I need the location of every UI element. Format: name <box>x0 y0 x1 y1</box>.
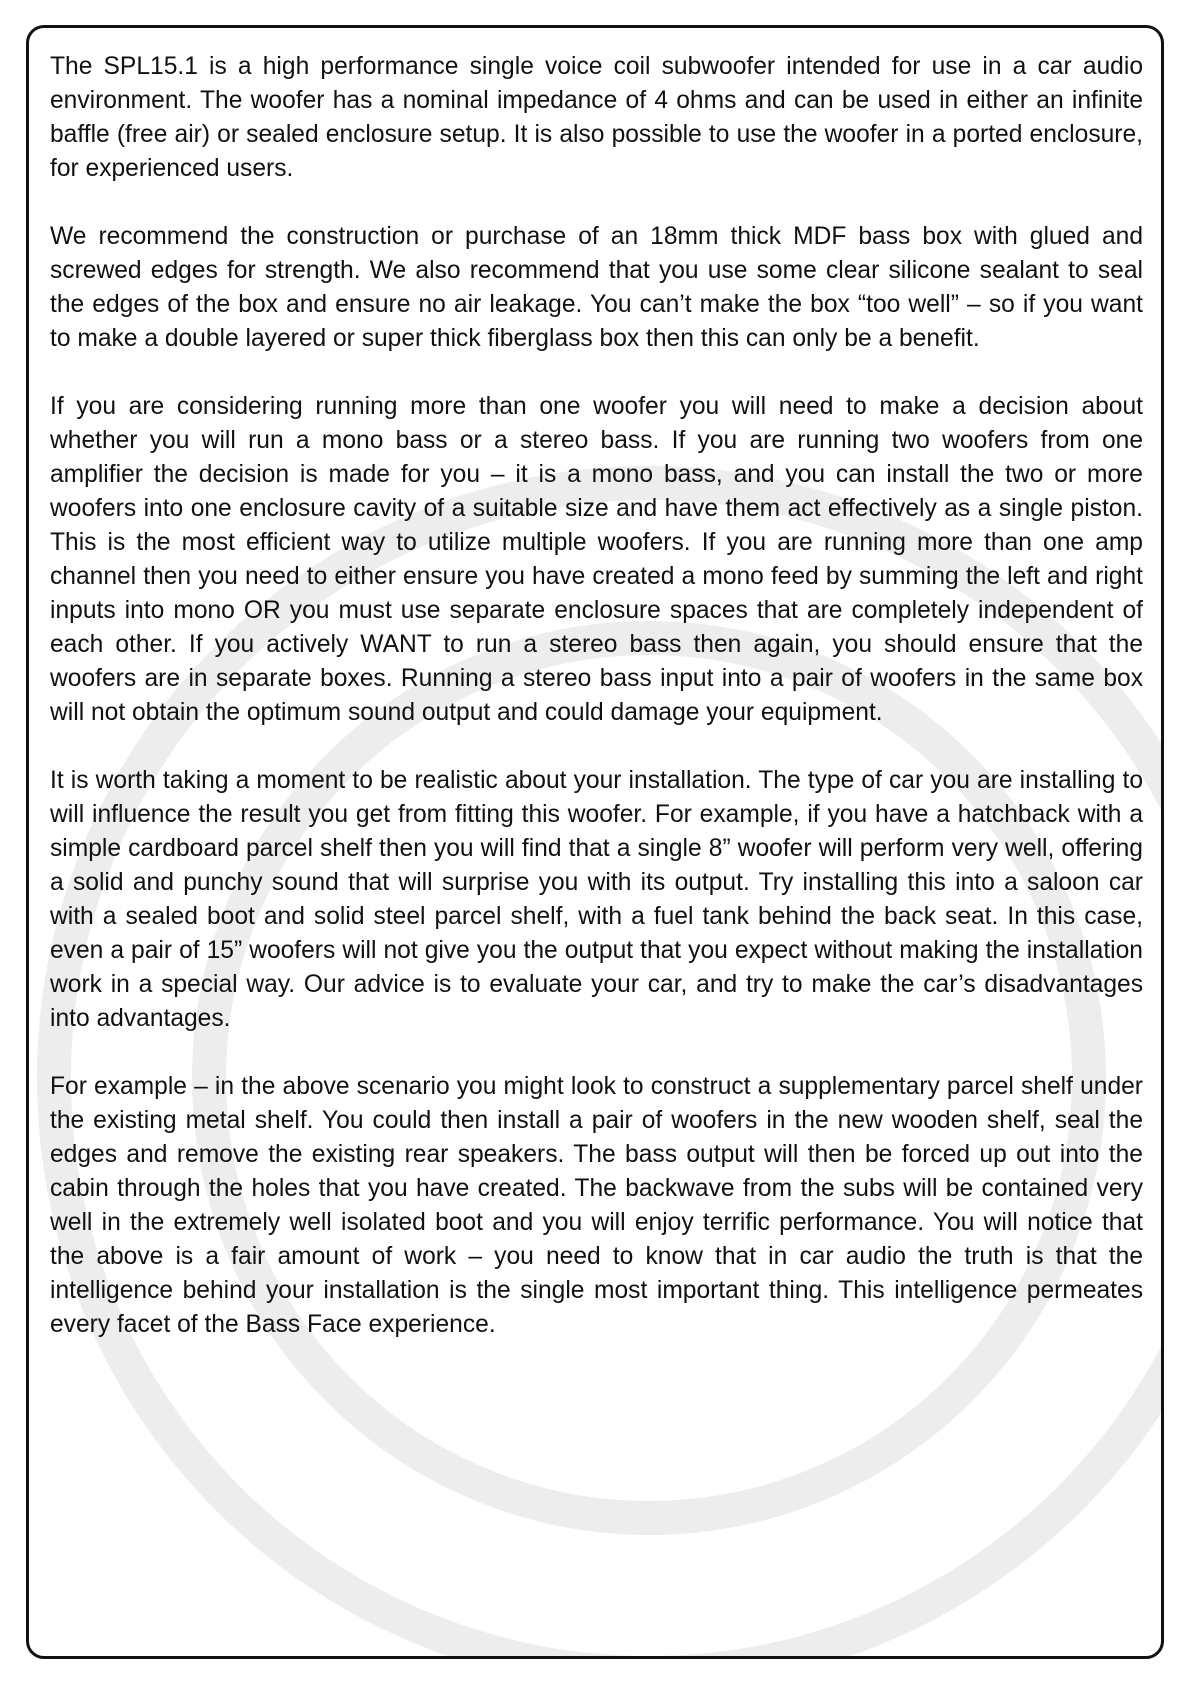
paragraph-example: For example – in the above scenario you might look to construct a supplementary parcel shelf under the existing metal shelf. You could then install a pair of woofers in the new wooden shelf, seal the edges and remove the existing rear speakers. The bass output will then be forced up out into the cabin through the holes that you have created. The backwave from the subs will be contained very well in the extremely well isolated boot and you will enjoy terrific performance. You will notice that the above is a fair amount of work – you need to know that in car audio the truth is that the intelligence behind your installation is the single most important thing. This intelligence permeates every facet of the Bass Face experience. <box>50 1073 1143 1338</box>
paragraph-intro: The SPL15.1 is a high performance single voice coil subwoofer intended for use in a car audio environment. The woofer has a nominal impedance of 4 ohms and can be used in either an infinite baffle (free air) or sealed enclosure setup. It is also possible to use the woofer in a ported enclosure, for experienced users. <box>50 53 1143 182</box>
page-frame <box>26 25 1164 1659</box>
body-text <box>50 50 1143 1376</box>
paragraph-enclosure: We recommend the construction or purchase of an 18mm thick MDF bass box with glued and screwed edges for strength. We also recommend that you use some clear silicone sealant to seal the edges of the box and ensure no air leakage. You can’t make the box “too well” – so if you want to make a double layered or super thick fiberglass box then this can only be a benefit. <box>50 223 1143 352</box>
paragraph-multiple-woofers: If you are considering running more than one woofer you will need to make a decision about whether you will run a mono bass or a stereo bass. If you are running two woofers from one amplifier the decision is made for you – it is a mono bass, and you can install the two or more woofers into one enclosure cavity of a suitable size and have them act effectively as a single piston. This is the most efficient way to utilize multiple woofers. If you are running more than one amp channel then you need to either ensure you have created a mono feed by summing the left and right inputs into mono OR you must use separate enclosure spaces that are completely independent of each other. If you actively WANT to run a stereo bass then again, you should ensure that the woofers are in separate boxes. Running a stereo bass input into a pair of woofers in the same box will not obtain the optimum sound output and could damage your equipment. <box>50 393 1143 726</box>
paragraph-installation: It is worth taking a moment to be realistic about your installation. The type of car you are installing to will influence the result you get from fitting this woofer. For example, if you have a hatchback with a simple cardboard parcel shelf then you will find that a single 8” woofer will perform very well, offering a solid and punchy sound that will surprise you with its output. Try installing this into a saloon car with a sealed boot and solid steel parcel shelf, with a fuel tank behind the back seat. In this case, even a pair of 15” woofers will not give you the output that you expect without making the installation work in a special way. Our advice is to evaluate your car, and try to make the car’s disadvantages into advantages. <box>50 767 1143 1032</box>
